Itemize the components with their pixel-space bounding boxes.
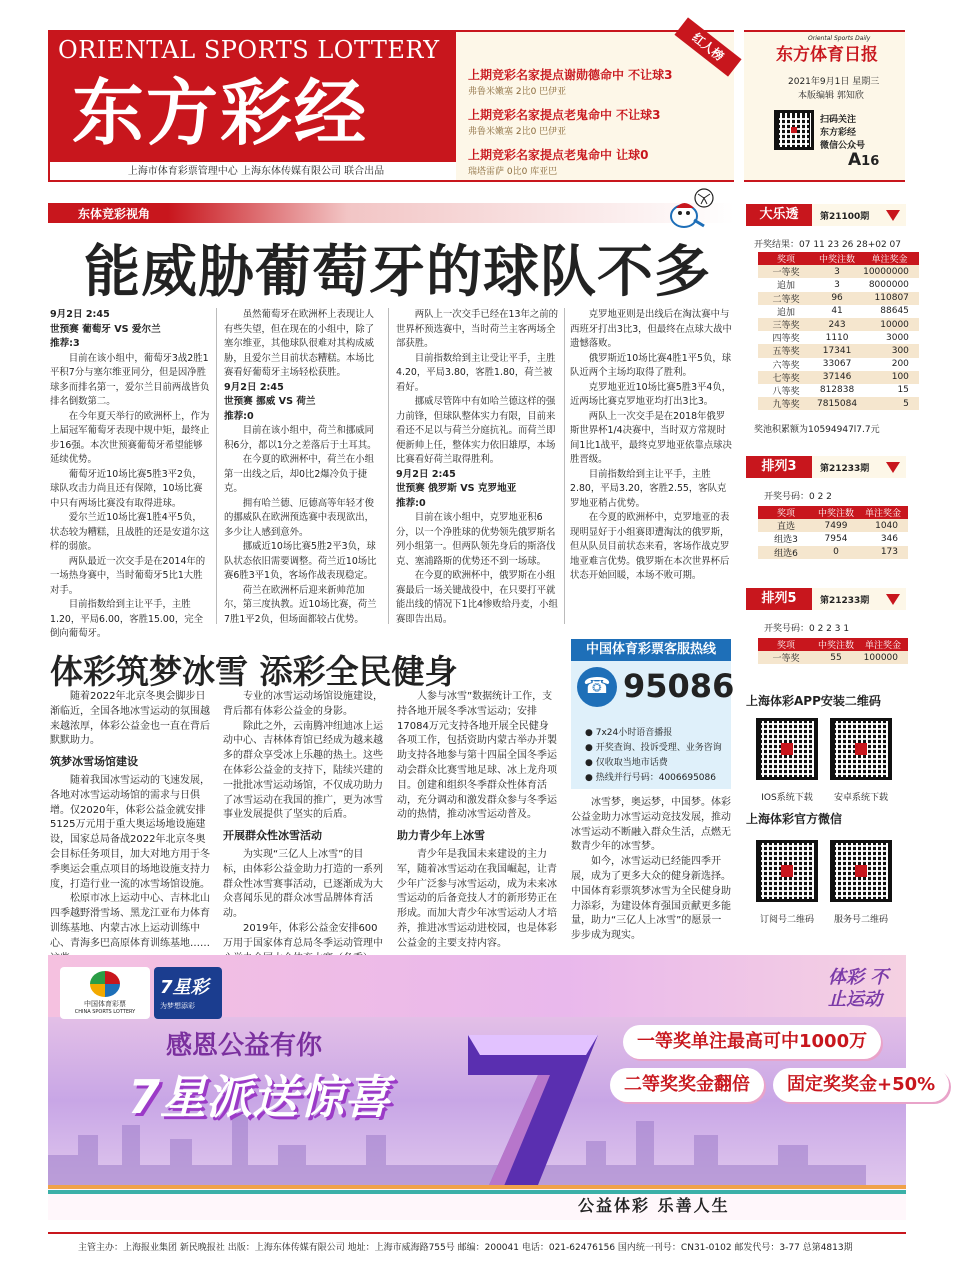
- pl5-name: 排列5: [746, 588, 812, 610]
- ad-slogan-top-right: 体彩 不止运动: [828, 967, 889, 1010]
- table-cell: 96: [814, 292, 860, 305]
- article-subhead: 推荐:0: [224, 410, 254, 422]
- article-paragraph: 在今夏的欧洲杯中，俄罗斯在小组赛最后一场关键战役中，在只要打平就能出线的情况下1比4惨败给丹麦，小组赛即告出局。: [396, 570, 558, 625]
- table-cell: 200: [891, 359, 909, 370]
- hotline-item-2: ● 开奖查询、投诉受理、业务咨询: [585, 743, 722, 753]
- table-cell: 8000000: [868, 279, 909, 290]
- divider: [564, 308, 565, 624]
- table-cell: 41: [831, 306, 843, 317]
- pl5-prize-table: [758, 638, 908, 664]
- column-label: 东体竞彩视角: [78, 207, 151, 221]
- table-header: 中奖注数: [814, 638, 858, 651]
- table-cell: 一等奖: [758, 651, 814, 664]
- article-paragraph: 目前指数给到主让平手，主胜1.20，平局6.00，客胜15.00，完全倒向葡萄牙。: [50, 599, 203, 639]
- masthead-chinese: 东方彩经: [72, 70, 369, 155]
- red-list-title-1[interactable]: 上期竞彩名家提点谢勋德命中 不让球3: [468, 68, 673, 82]
- masthead-publishers: 上海市体育彩票管理中心 上海东体传媒有限公司 联合出品: [48, 162, 464, 182]
- table-row: [758, 344, 919, 357]
- table-cell: 二等奖: [758, 292, 814, 305]
- daletou-name: 大乐透: [746, 204, 812, 226]
- red-list-sub-1: 弗鲁米嫩塞 2比0 巴伊亚: [468, 87, 567, 97]
- pl3-result: 开奖号码：0 2 2: [764, 492, 832, 502]
- article-paragraph: 在今夏的欧洲杯中，荷兰在小组第一出线之后，却0比2爆冷负于捷克。: [224, 454, 375, 494]
- article-subhead: 助力青少年上冰雪: [397, 829, 485, 843]
- app-qr-title: 上海体彩APP安装二维码: [746, 694, 881, 708]
- table-cell: 37146: [814, 371, 860, 384]
- table-row: [758, 519, 908, 532]
- divider: [216, 308, 217, 624]
- footer-rule: [48, 1232, 906, 1234]
- article-paragraph: 两队最近一次交手是在2014年的一场热身赛中，当时葡萄牙5比1大胜对手。: [50, 555, 206, 596]
- article-subhead: 开展群众性冰雪活动: [223, 829, 322, 843]
- lottery-advertisement[interactable]: [48, 955, 936, 1220]
- table-cell: 七等奖: [758, 371, 814, 384]
- service-qr-icon[interactable]: [830, 840, 892, 902]
- daletou-result: 开奖结果：07 11 23 26 28+02 07: [754, 240, 902, 250]
- story2-col3: [397, 690, 557, 949]
- article-paragraph: 目前在该小组中，葡萄牙3战2胜1平积7分与塞尔维亚同分，但是因净胜球多而排名第一，爱尔兰目前两战皆负排名倒数第二。: [50, 352, 210, 407]
- ad-stripe: [48, 1185, 906, 1189]
- paper-info-box: [744, 30, 905, 182]
- table-cell: 110807: [860, 292, 919, 305]
- table-cell: 九等奖: [758, 397, 814, 410]
- table-cell: 3000: [886, 332, 909, 343]
- article-paragraph: 挪威近10场比赛5胜2平3负，球队状态依旧需要调整。荷兰近10场比赛6胜3平1负，客场作战表现稳定。: [224, 541, 377, 581]
- page-letter: A: [848, 150, 862, 170]
- expand-arrow-icon[interactable]: [886, 594, 900, 605]
- subscription-qr-label: 订阅号二维码: [759, 915, 814, 925]
- table-cell: 1110: [825, 332, 849, 343]
- subscription-qr-icon[interactable]: [756, 840, 818, 902]
- article-subhead: 世预赛 俄罗斯 VS 克罗地亚: [396, 483, 517, 494]
- hotline-item-4: ● 热线并行号码：4006695086: [585, 773, 716, 783]
- article-paragraph: 克罗地亚近10场比赛5胜3平4负，近两场比赛克罗地亚均打出3比3。: [570, 381, 732, 407]
- article-paragraph: 目前在该小组中，荷兰和挪威同积6分，都以1分之差落后于土耳其。: [224, 425, 377, 451]
- red-list-title-3[interactable]: 上期竞彩名家提点老鬼命中 让球0: [468, 148, 649, 162]
- table-row: [758, 305, 919, 318]
- article-subhead: 筑梦冰雪场馆建设: [50, 755, 138, 769]
- table-header: 单注奖金: [860, 252, 919, 265]
- daletou-prize-table: [758, 252, 919, 410]
- column-label-bar: [48, 203, 734, 223]
- article-paragraph: 挪威尽管阵中有如哈兰德这样的强力前锋，但球队整体实力有限，目前来看还不足以与荷兰分庭抗礼。而荷兰即便新帅上任，整体实力依旧雄厚，本场比赛看好荷兰取得胜利。: [396, 396, 556, 465]
- table-cell: 组选3: [774, 535, 798, 546]
- paper-date: 2021年9月1日 星期三: [788, 77, 880, 87]
- story2-col1: [50, 690, 210, 949]
- pl5-issue: 第21233期: [820, 596, 870, 606]
- table-cell: 33067: [822, 359, 852, 370]
- story1-col3: [396, 308, 558, 624]
- hotline-title: 中国体育彩票客服热线: [571, 639, 731, 661]
- table-row: [758, 358, 919, 371]
- table-cell: 八等奖: [772, 386, 800, 397]
- table-cell: 100: [860, 371, 919, 384]
- table-cell: 六等奖: [772, 360, 800, 371]
- ad-line1: 感恩公益有你: [166, 1031, 323, 1061]
- hotline-number[interactable]: 95086: [623, 667, 735, 705]
- ad-pill-2: 二等奖奖金翻倍: [610, 1068, 764, 1102]
- table-cell: 五等奖: [758, 344, 814, 357]
- article-paragraph: 青少年是我国未来建设的主力军，随着冰雪运动在我国崛起，让青少年广泛参与冰雪运动，成为未来冰雪运动的后备竞技人才的新形势正在形成。而加大青少年冰雪运动人才培养，推进冰雪运动进校园，也是体彩公益金的主要支持内容。: [397, 848, 557, 949]
- table-cell: 55: [814, 651, 858, 664]
- table-cell: 5: [860, 397, 919, 410]
- article-paragraph: 俄罗斯近10场比赛4胜1平5负，球队近两个主场均取得了胜利。: [570, 352, 732, 378]
- red-list-title-2[interactable]: 上期竞彩名家提点老鬼命中 不让球3: [468, 108, 661, 122]
- table-cell: 7815084: [814, 397, 860, 410]
- red-list-box: [456, 30, 734, 182]
- paper-qr-icon[interactable]: [774, 110, 814, 150]
- ad-pill-3: 固定奖奖金+50%: [773, 1068, 949, 1102]
- hotline-box: [571, 639, 735, 789]
- article-subhead: 9月2日 2:45: [396, 468, 456, 480]
- table-cell: 88645: [880, 306, 909, 317]
- wechat-qr-title: 上海体彩官方微信: [746, 812, 843, 826]
- ad-footer: [48, 1185, 906, 1220]
- pl3-header: [746, 456, 906, 478]
- table-row: [758, 292, 919, 305]
- article-paragraph: 目前指数给到主让平手，主胜2.80，平局3.20，客胜2.55，客队克罗地亚稍占优势。: [570, 468, 727, 509]
- table-cell: 追加: [776, 307, 795, 318]
- pl3-issue: 第21233期: [820, 464, 870, 474]
- article-paragraph: 葡萄牙近10场比赛5胜3平2负，球队攻击力尚且还有保障，10场比赛中只有两场比赛没有取得进球。: [50, 468, 203, 509]
- table-header: 奖项: [758, 638, 814, 651]
- table-row: [758, 651, 908, 664]
- table-header: 中奖注数: [814, 252, 860, 265]
- table-row: [758, 265, 919, 278]
- article-paragraph: 松原市冰上运动中心、吉林北山四季越野滑雪场、黑龙江亚布力体育训练基地、内蒙古冰上运动训练中心、青海多巴高原体育训练基地……: [50, 893, 210, 949]
- article-paragraph: 荷兰在欧洲杯后迎来新帅范加尔，第三度执教。近10场比赛，荷兰7胜1平2负，但场面都较占优势。: [224, 584, 377, 625]
- red-list-sub-2: 弗鲁米嫩塞 2比0 巴伊亚: [468, 127, 567, 137]
- ios-qr-icon[interactable]: [756, 718, 818, 780]
- table-cell: 四等奖: [772, 334, 800, 345]
- divider: [388, 308, 389, 624]
- article-paragraph: 随着2022年北京冬奥会脚步日渐临近，全国各地冰雪运动的氛围越来越浓厚，体彩公益金也一直在背后默默助力。: [50, 691, 210, 747]
- table-row: [758, 278, 919, 291]
- table-row: [758, 546, 908, 559]
- android-qr-label: 安卓系统下载: [833, 793, 888, 803]
- article-paragraph: 在今夏的欧洲杯中，克罗地亚的表现明显好于小组赛即遭淘汰的俄罗斯，但从队员目前状态来看，客场作战克罗地亚难言优势。俄罗斯在本次世界杯后状态开始回暖，本场不败可期。: [570, 512, 730, 581]
- article-paragraph: 人参与冰雪”数据统计工作，支持各地开展冬季冰雪运动；安排17084万元支持各地开展全民健身各项工作，包括资助内蒙古举办并製助支持各地参与第十四届全国冬季运动会群众比赛雪地足球、冰上龙舟项目。创建和组织冬季群众性体育活动，充分调动和激发群众参与冬季运动的热情，推动冰雪运动普及。: [397, 691, 557, 821]
- article-paragraph: 冰雪梦，奥运梦，中国梦。体彩公益金助力冰雪运动竞技发展，推动冰雪运动不断融入群众生活，点燃无数青少年的冰雪梦。: [571, 797, 731, 853]
- article-paragraph: 两队上一次交手是在2018年俄罗斯世界杯1/4决赛中，当时双方常规时间1比1战平，最终克罗地亚依靠点球决胜晋级。: [570, 410, 732, 465]
- service-qr-label: 服务号二维码: [833, 915, 888, 925]
- ios-qr-label: IOS系统下载: [761, 793, 813, 803]
- table-cell: 三等奖: [758, 318, 814, 331]
- table-cell: 346: [880, 533, 898, 544]
- paper-editor: 本版编辑 郭知欣: [798, 91, 864, 101]
- story2-col4: [571, 796, 731, 946]
- mascot-icon: [664, 186, 718, 234]
- table-row: [758, 384, 919, 397]
- table-header: 单注奖金: [858, 506, 908, 519]
- hotline-item-text: 7x24小时语音播报: [595, 728, 673, 738]
- paper-name: 东方体育日报: [776, 45, 878, 65]
- article-subhead: 推荐:0: [396, 497, 426, 509]
- paper-qr-note-1: 扫码关注: [820, 115, 857, 125]
- table-header: 中奖注数: [814, 506, 858, 519]
- table-cell: 直选: [758, 519, 814, 532]
- daletou-header: [746, 204, 906, 226]
- article-paragraph: 两队上一次交手已经在13年之前的世界杯预选赛中，当时荷兰主客两场全部获胜。: [396, 309, 558, 349]
- table-cell: 10000: [860, 318, 919, 331]
- article-paragraph: 目前在该小组中，克罗地亚积6分，以一个净胜球的优势领先俄罗斯名列小组第一。但两队领先身后的斯洛伐克、塞浦路斯的优势还不到一场球。: [396, 512, 556, 567]
- ad-pill-1: 一等奖单注最高可中1000万: [623, 1025, 881, 1059]
- article-subhead: 世预赛 葡萄牙 VS 爱尔兰: [50, 323, 161, 335]
- story2-title: 体彩筑梦冰雪 添彩全民健身: [50, 652, 458, 691]
- page-number: [848, 150, 879, 170]
- expand-arrow-icon[interactable]: [886, 210, 900, 221]
- ad-footer-text: 公益体彩 乐善人生: [578, 1196, 730, 1215]
- daletou-pool: 奖池积累额为10594947l7.7元: [754, 425, 880, 435]
- table-cell: 7499: [814, 519, 858, 532]
- article-paragraph: 如今，冰雪运动已经能四季开展，成为了更多大众的健身新选择。中国体育彩票筑梦冰雪为全民健身助力添彩，为建设体育强国贡献更多能量，助力“三亿人上冰雪”的愿景一步步成为现实。: [571, 856, 731, 942]
- red-list-sub-3: 瑞塔雷萨 0比0 库亚巴: [468, 167, 558, 177]
- table-cell: 15: [897, 385, 909, 396]
- article-paragraph: 拥有哈兰德、厄德高等年轻才俊的挪威队在欧洲预选赛中表现欲出，多少让人感到意外。: [224, 497, 375, 538]
- table-cell: 一等奖: [758, 265, 814, 278]
- table-cell: 17341: [814, 344, 860, 357]
- table-cell: 300: [860, 344, 919, 357]
- ad-brand-sub: 为梦想添彩: [160, 1002, 195, 1010]
- story1-col4: [570, 308, 734, 624]
- pl5-result: 开奖号码：0 2 2 3 1: [764, 624, 850, 634]
- article-subhead: 9月2日 2:45: [224, 381, 284, 393]
- paper-name-en: Oriental Sports Daily: [808, 35, 871, 42]
- table-cell: 3: [814, 265, 860, 278]
- hotline-item-text: 仅收取当地市话费: [595, 758, 668, 768]
- ad-brand: 7星彩: [160, 977, 209, 998]
- table-cell: 组选6: [758, 546, 814, 559]
- ad-stripe: [48, 1190, 906, 1194]
- table-header: 奖项: [758, 252, 814, 265]
- main-title: 能威胁葡萄牙的球队不多: [84, 239, 711, 305]
- article-subhead: 世预赛 挪威 VS 荷兰: [224, 396, 316, 407]
- table-row: [758, 532, 908, 545]
- daletou-issue: 第21100期: [820, 212, 870, 222]
- phone-icon: ☎: [577, 667, 617, 707]
- article-paragraph: 随着我国冰雪运动的飞速发展，各地对冰雪运动场馆的需求与日俱增。仅2020年，体彩公益金就安排5125万元用于重大奥运场地设施建设，国家总局备战2022年北京冬奥会目标任务项目，加大对地方用于冬季奥运会重点项目的场地设施支持力度，打造行业一流的冰雪场馆设施。: [50, 774, 210, 890]
- paper-qr-note-3: 微信公众号: [820, 141, 866, 151]
- masthead: [48, 30, 464, 182]
- android-qr-icon[interactable]: [830, 718, 892, 780]
- table-header: 单注奖金: [858, 638, 908, 651]
- ad-logo-text: [62, 999, 148, 1015]
- expand-arrow-icon[interactable]: [886, 462, 900, 473]
- table-cell: 173: [858, 546, 908, 559]
- table-row: [758, 397, 919, 410]
- pl3-prize-table: [758, 506, 908, 559]
- table-cell: 243: [814, 318, 860, 331]
- table-cell: 追加: [776, 281, 795, 292]
- hotline-item-1: ● 7x24小时语音播报: [585, 728, 673, 738]
- table-row: [758, 318, 919, 331]
- article-paragraph: 为实现“三亿人上冰雪”的目标，由体彩公益金助力打造的一系列群众性冰雪赛事活动，已逐渐成为大众喜闻乐见的群众冰雪品牌体育活动。: [223, 848, 383, 920]
- article-subhead: 推荐:3: [50, 338, 80, 349]
- table-cell: 10000000: [860, 265, 919, 278]
- story1-col2: [224, 308, 382, 624]
- article-paragraph: 虽然葡萄牙在欧洲杯上表现让人有些失望，但在现在的小组中，除了塞尔维亚，其他球队很难对其构成威胁，且爱尔兰目前状态糟糕。本场比赛看好葡萄牙主场轻松获胜。: [224, 309, 375, 378]
- table-cell: 7954: [824, 533, 848, 544]
- article-paragraph: 在今年夏天举行的欧洲杯上，作为上届冠军葡萄牙表现中规中矩，最终止步16强。本次世预赛葡萄牙希望能够延续优势。: [50, 410, 210, 465]
- pl3-name: 排列3: [746, 456, 812, 478]
- article-paragraph: 克罗地亚则是出线后在淘汰赛中与西班牙打出3比3，但最终在点球大战中遗憾落败。: [570, 309, 732, 349]
- article-paragraph: 除此之外，云南腾冲纽迪冰上运动中心、吉林体育馆已经成为越来越多的群众享受冰上乐趣的热土。这些在体彩公益金的支持下，陆续兴建的一批批冰雪运动场馆，不仅成功助力了冰雪运动在我国的推广，更为冰雪事业发展提供了坚实的后盾。: [223, 720, 383, 821]
- table-cell: 3: [834, 279, 840, 290]
- table-cell: 812838: [819, 385, 855, 396]
- lottery-logo-icon: [90, 971, 120, 997]
- article-subhead: 9月2日 2:45: [50, 309, 110, 320]
- masthead-english: ORIENTAL SPORTS LOTTERY: [58, 36, 440, 64]
- article-paragraph: 目前指数给到主让受让平手，主胜4.20，平局3.80，客胜1.80，荷兰被看好。: [396, 352, 556, 393]
- hotline-item-text: 开奖查询、投诉受理、业务咨询: [595, 743, 722, 753]
- article-paragraph: 爱尔兰近10场比赛1胜4平5负，状态较为糟糕，且战胜的还是安道尔这样的弱旅。: [50, 512, 210, 552]
- table-header: 奖项: [758, 506, 814, 519]
- footer-imprint: 主管主办：上海报业集团 新民晚报社 出版：上海东体传媒有限公司 地址：上海市威海路755号 邮编：200041 电话：021-62476156 国内统一刊号：CN31-0102 邮发代号：3-77 总第4813期: [78, 1243, 853, 1253]
- table-row: [758, 331, 919, 344]
- logo-cn: 中国体育彩票: [84, 1000, 126, 1008]
- red-list-ribbon: 红人榜: [674, 17, 741, 76]
- ad-line2: 7星派送惊喜: [128, 1070, 391, 1124]
- ad-logo: [60, 967, 150, 1019]
- story1-col1: [50, 308, 210, 639]
- table-cell: 100000: [858, 651, 908, 664]
- hotline-item-text: 热线并行号码：4006695086: [595, 773, 716, 783]
- table-cell: 0: [814, 546, 858, 559]
- pl5-header: [746, 588, 906, 610]
- article-paragraph: 专业的冰雪运动场馆设施建设，背后都有体彩公益金的身影。: [223, 691, 383, 717]
- table-cell: 1040: [858, 519, 908, 532]
- logo-en: CHINA SPORTS LOTTERY: [74, 1009, 136, 1015]
- story2-col2: [223, 690, 383, 949]
- paper-qr-note-2: 东方彩经: [820, 128, 857, 138]
- article-paragraph: 2019年，体彩公益金安排600万用于国家体育总局冬季运动管理中: [223, 922, 383, 949]
- hotline-item-3: ● 仅收取当地市话费: [585, 758, 668, 768]
- page-no: 16: [861, 154, 880, 169]
- table-row: [758, 371, 919, 384]
- ad-brand-box: [154, 967, 222, 1019]
